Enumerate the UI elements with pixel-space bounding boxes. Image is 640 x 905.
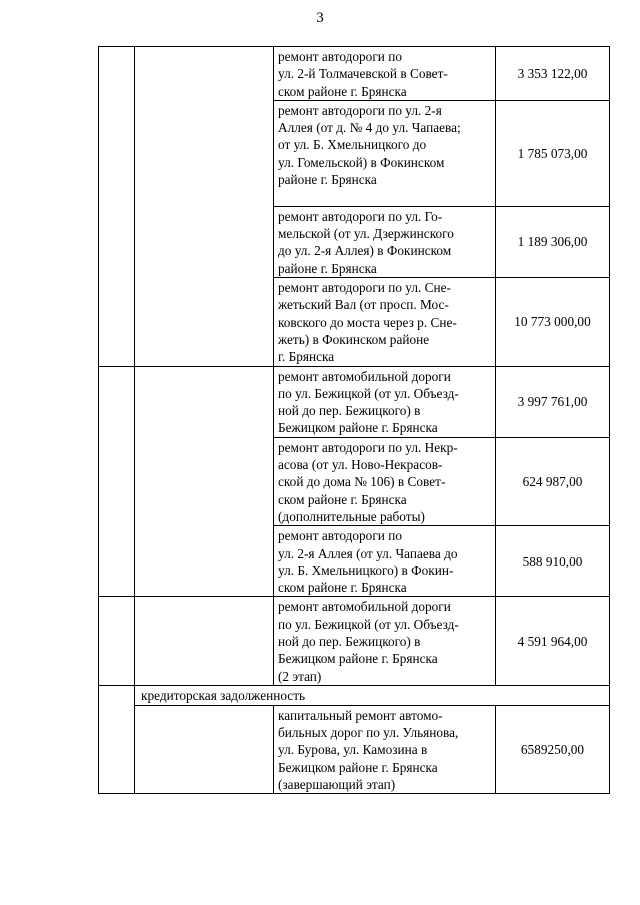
section-row [99, 686, 610, 705]
blank-cell [99, 47, 135, 367]
table-row [99, 366, 610, 437]
amount-cell: 3 997 761,00 [496, 366, 610, 437]
work-description: ремонт автодороги по ул. Некр- асова (от ул. Ново-Некрасов- ской до дома № 106) в Совет- ском районе г. Брянска (дополнительные работы) [274, 437, 496, 525]
work-description: капитальный ремонт автомо- бильных дорог по ул. Ульянова, ул. Бурова, ул. Камозина в Бежицком районе г. Брянска (завершающий этап) [274, 705, 496, 793]
work-description: ремонт автомобильной дороги по ул. Бежицкой (от ул. Объезд- ной до пер. Бежицкого) в Бежицком районе г. Брянска [274, 366, 496, 437]
blank-cell [99, 366, 135, 597]
amount-cell: 10 773 000,00 [496, 278, 610, 366]
blank-cell [135, 705, 274, 793]
work-description: ремонт автомобильной дороги по ул. Бежицкой (от ул. Объезд- ной до пер. Бежицкого) в Бежицком районе г. Брянска (2 этап) [274, 597, 496, 686]
work-description: ремонт автодороги по ул. 2-я Аллея (от д. № 4 до ул. Чапаева; от ул. Б. Хмельницкого до ул. Гомельской) в Фокинском районе г. Брянска [274, 100, 496, 206]
amount-cell: 3 353 122,00 [496, 47, 610, 101]
work-description: ремонт автодороги по ул. 2-й Толмачевской в Совет- ском районе г. Брянска [274, 47, 496, 101]
amount-cell: 624 987,00 [496, 437, 610, 525]
page-number: 3 [316, 10, 324, 26]
amount-cell: 588 910,00 [496, 526, 610, 597]
amount-cell: 1 785 073,00 [496, 100, 610, 206]
work-description: ремонт автодороги по ул. Го- мельской (от ул. Дзержинского до ул. 2-я Аллея) в Фокинском районе г. Брянска [274, 206, 496, 277]
blank-cell [135, 366, 274, 597]
amount-cell: 6589250,00 [496, 705, 610, 793]
blank-cell [99, 686, 135, 794]
amount-cell: 1 189 306,00 [496, 206, 610, 277]
amount-cell: 4 591 964,00 [496, 597, 610, 686]
budget-table [98, 46, 610, 794]
blank-cell [99, 597, 135, 686]
table-row [99, 597, 610, 686]
table-row [99, 705, 610, 793]
work-description: ремонт автодороги по ул. 2-я Аллея (от ул. Чапаева до ул. Б. Хмельницкого) в Фокин- ском районе г. Брянска [274, 526, 496, 597]
blank-cell [135, 597, 274, 686]
section-label: кредиторская задолженность [135, 686, 610, 705]
blank-cell [135, 47, 274, 367]
table-row [99, 47, 610, 101]
work-description: ремонт автодороги по ул. Сне- жетьский Вал (от просп. Мос- ковского до моста через р. Сне- жеть) в Фокинском районе г. Брянска [274, 278, 496, 366]
